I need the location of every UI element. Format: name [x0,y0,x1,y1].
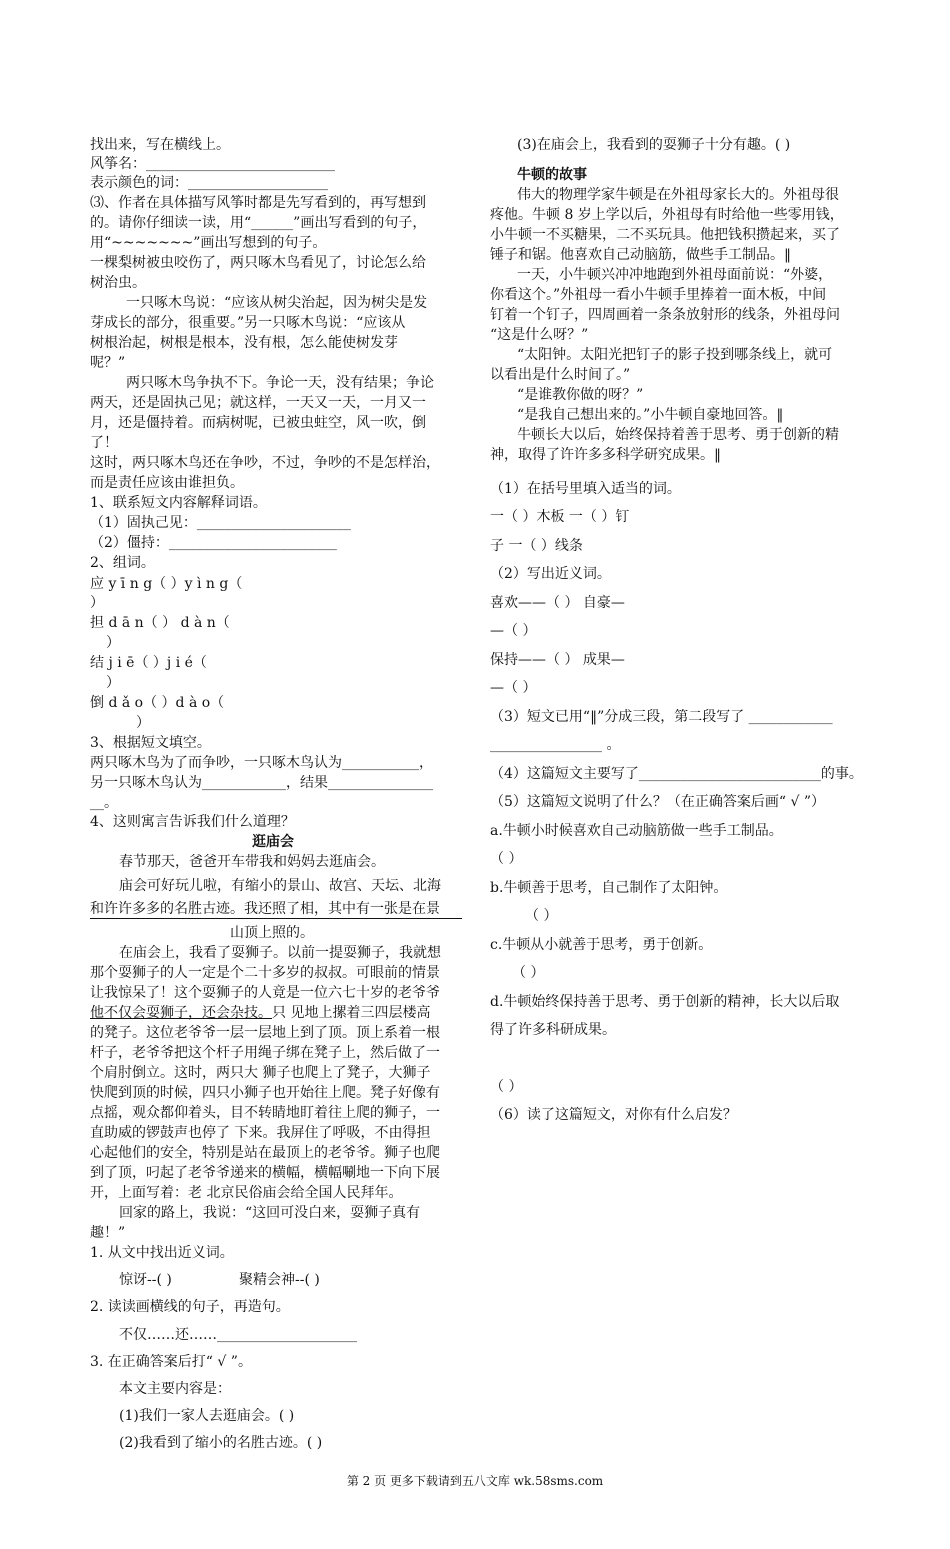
text-line: 表示颜色的词：____________________ [90,175,328,191]
text-line: 直助威的锣鼓声也停了 下来。我屏住了呼吸，不由得担 [90,1125,431,1141]
text-line: 保持——（ ） 成果— [490,652,625,668]
text-line: 本文主要内容是： [119,1381,231,1397]
text-line: ⑶、作者在具体描写风筝时都是先写看到的，再写想到 [90,195,426,211]
text-line: 两天，还是固执己见；就这样，一天又一天，一月又一 [90,395,426,411]
text-line: 用“~~~~~~~”画出写想到的句子。 [90,235,327,251]
text-line: ） [106,675,120,691]
text-line: 两只啄木鸟争执不下。争论一天，没有结果；争论 [126,375,434,391]
page-footer: 第 2 页 更多下载请到五八文库 wk.58sms.com [346,1474,604,1488]
text-line: —（ ） [490,623,537,639]
divider-line [90,918,462,919]
text-line: 春节那天，爸爸开车带我和妈妈去逛庙会。 [119,854,385,870]
question-heading: 1. 从文中找出近义词。 [90,1245,234,1261]
text-line: 一棵梨树被虫咬伤了，两只啄木鸟看见了，讨论怎么给 [90,255,426,271]
question-heading: （1）在括号里填入适当的词。 [490,481,681,497]
text-line: 山顶上照的。 [230,925,314,941]
text-span: 只 见地上摞着三四层楼高 [272,1005,431,1021]
text-line: 芽成长的部分，很重要。”另一只啄木鸟说：“应该从 [90,315,406,331]
answer-bracket: （ ） [490,1079,523,1095]
text-line: 另一只啄木鸟认为____________，结果_______________ [90,775,433,791]
text-line: (1)我们一家人去逛庙会。( ) [119,1408,295,1424]
story-title: 逛庙会 [252,834,294,850]
text-line: 了！ [90,435,118,451]
question-heading: （2）写出近义词。 [490,566,611,582]
text-line: —（ ） [490,680,537,696]
text-line: 树治虫。 [90,275,146,291]
text-line: 两只啄木鸟为了而争吵，一只啄木鸟认为___________， [90,755,433,771]
text-line: __。 [90,795,118,811]
text-line: 庙会可好玩儿啦，有缩小的景山、故宫、天坛、北海 [119,878,441,894]
option-line: a.牛顿小时候喜欢自己动脑筋做一些手工制品。 [490,823,783,839]
text-line: “这是什么呀？” [490,327,589,343]
text-line: 杆子，老爷爷把这个杆子用绳子绑在凳子上，然后做了一 [90,1045,440,1061]
text-line: (3)在庙会上，我看到的耍狮子十分有趣。( ) [517,137,791,153]
question-heading: 2. 读读画横线的句子，再造句。 [90,1299,290,1315]
text-line: 惊讶--( ) [119,1272,172,1288]
text-line: 的凳子。这位老爷爷一层一层地上到了顶。顶上系着一根 [90,1025,440,1041]
text-line [90,1004,430,1022]
text-line: 那个耍狮子的人一定是个二十多岁的叔叔。可眼前的情景 [90,965,440,981]
underlined-sentence: 他不仅会耍狮子，还会杂技。 [90,1005,272,1021]
text-line: 这时，两只啄木鸟还在争吵，不过，争吵的不是怎样治， [90,455,440,471]
text-line: 开，上面写着：老 北京民俗庙会给全国人民拜年。 [90,1185,403,1201]
text-line: 个肩肘倒立。这时，两只大 狮子也爬上了凳子，大狮子 [90,1065,431,1081]
text-line: 担 d ā n（ ） d à n（ [90,615,230,631]
text-line: 一天，小牛顿兴冲冲地跑到外祖母面前说：“外婆， [517,267,833,283]
text-line: “是谁教你做的呀？” [517,387,644,403]
question-heading: 4、这则寓言告诉我们什么道理？ [90,814,295,830]
option-line: d.牛顿始终保持善于思考、勇于创新的精神，长大以后取 [490,994,840,1010]
text-line: 而是责任应该由谁担负。 [90,475,244,491]
text-line: 树根治起，树根是根本，没有根，怎么能使树发芽 [90,335,398,351]
text-line: “是我自己想出来的。”小牛顿自豪地回答。‖ [517,407,784,423]
text-line: 牛顿长大以后，始终保持着善于思考、勇于创新的精 [517,427,839,443]
text-line: (2)我看到了缩小的名胜古迹。( ) [119,1435,323,1451]
text-line: 子 一（ ）线条 [490,538,583,554]
text-line: 不仅……还……____________________ [119,1327,357,1343]
text-line: 小牛顿一不买糖果，二不买玩具。他把钱积攒起来，买了 [490,227,840,243]
question-heading: 1、联系短文内容解释词语。 [90,495,267,511]
question-heading: 3. 在正确答案后打“ √ ”。 [90,1354,252,1370]
text-line: 以看出是什么时间了。” [490,367,631,383]
text-line: 应 y ī n g（ ）y ì n g（ [90,576,243,592]
text-line: 风筝名：___________________________ [90,156,335,172]
text-line: 点摇，观众都仰着头，目不转睛地盯着往上爬的狮子，一 [90,1105,440,1121]
text-line: 在庙会上，我看了耍狮子。以前一提耍狮子，我就想 [119,945,441,961]
answer-bracket: （ ） [512,965,545,981]
text-line: 你看这个。”外祖母一看小牛顿手里捧着一面木板，中间 [490,287,827,303]
answer-bracket: （ ） [525,908,558,924]
text-line: 呢？” [90,355,126,371]
text-line: 疼他。牛顿 8 岁上学以后，外祖母有时给他一些零用钱， [490,207,844,223]
text-line: ） [136,715,150,731]
text-line: （2）僵持：________________________ [90,535,337,551]
story-title: 牛顿的故事 [517,167,587,183]
text-line: 得了许多科研成果。 [490,1022,616,1038]
text-line: ） [106,635,120,651]
text-line: 一（ ）木板 一（ ）钉 [490,509,630,525]
text-line: 月，还是僵持着。而病树呢，已被虫蛀空，风一吹，倒 [90,415,426,431]
text-line: 喜欢——（ ） 自豪— [490,595,625,611]
option-line: c.牛顿从小就善于思考，勇于创新。 [490,937,713,953]
answer-bracket: （ ） [490,851,523,867]
question-heading: 2、组词。 [90,555,155,571]
text-line: 神，取得了许许多多科学研究成果。‖ [490,447,721,463]
question-heading: （6）读了这篇短文，对你有什么启发？ [490,1107,737,1123]
text-line: （4）这篇短文主要写了__________________________的事。 [490,766,863,782]
text-line: 和许许多多的名胜古迹。我还照了相，其中有一张是在景 [90,901,440,917]
text-line: 锤子和锯。他喜欢自己动脑筋，做些手工制品。‖ [490,247,791,263]
text-line: 到了顶，叼起了老爷爷递来的横幅，横幅唰地一下向下展 [90,1165,440,1181]
question-heading: 3、根据短文填空。 [90,735,211,751]
text-line: 一只啄木鸟说：“应该从树尖治起，因为树尖是发 [126,295,428,311]
text-line: ________________ 。 [490,737,621,753]
text-line: “太阳钟。太阳光把钉子的影子投到哪条线上，就可 [517,347,833,363]
text-line: （1）固执己见：______________________ [90,515,351,531]
text-line: 钉着一个钉子，四周画着一条条放射形的线条，外祖母问 [490,307,840,323]
text-line: 的。请你仔细读一读，用“______”画出写看到的句子， [90,215,427,231]
text-line: 回家的路上，我说：“这回可没白来，耍狮子真有 [119,1205,421,1221]
option-line: b.牛顿善于思考，自己制作了太阳钟。 [490,880,728,896]
text-line: 让我惊呆了！这个耍狮子的人竟是一位六七十岁的老爷爷 [90,985,440,1001]
text-line: （3）短文已用“‖”分成三段，第二段写了 ____________ [490,709,833,725]
text-line: 心起他们的安全，特别是站在最顶上的老爷爷。狮子也爬 [90,1145,440,1161]
text-line: 结 j i ē（ ）j i é（ [90,655,207,671]
text-line: 趣！” [90,1225,126,1241]
text-line: 倒 d ǎ o（ ）d à o（ [90,695,225,711]
text-line: 伟大的物理学家牛顿是在外祖母家长大的。外祖母很 [517,187,839,203]
text-line: 快爬到顶的时候，四只小狮子也开始往上爬。凳子好像有 [90,1085,440,1101]
text-line: 找出来，写在横线上。 [90,137,230,153]
text-line: 聚精会神--( ) [239,1272,320,1288]
question-heading: （5）这篇短文说明了什么？（在正确答案后画“ √ ”） [490,794,826,810]
text-line: ） [90,595,104,611]
